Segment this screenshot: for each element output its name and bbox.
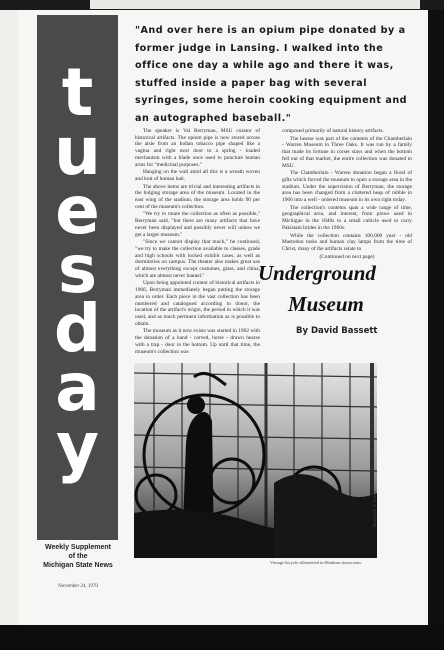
byline: By David Bassett <box>296 326 378 336</box>
right-dark-edge <box>428 10 444 625</box>
torn-paper-edge <box>90 0 420 9</box>
masthead-letter-d: d <box>53 290 102 367</box>
masthead-vertical-bar <box>37 15 118 540</box>
photo-caption: Vintage bicycle silhouetted in Madison showroom. <box>270 560 362 565</box>
paragraph: The collection's contents span a wide range of time, geographical area, and interest, from plows used in Michigan in the 1840s to a small cubicle used to carry Pakistani brides in the 1960s. <box>282 204 412 231</box>
bicycle-photo-illustration <box>134 363 377 558</box>
article-photo <box>134 363 377 558</box>
title-line-1: Underground <box>258 261 376 285</box>
paragraph: The museum as it now exists was started in 1902 with the donation of a hand - carved, horse - drawn hearse with a trap - door in the bottom. Up until that time, the museum's collection was <box>135 328 260 355</box>
article-title <box>258 258 428 320</box>
masthead-letter-y: y <box>55 408 100 485</box>
article-column-1 <box>135 128 260 356</box>
article-column-2 <box>282 128 412 261</box>
masthead-letter-s: s <box>57 231 98 308</box>
paragraph: Upon being appointed curator of historical artifacts in 1966, Berryman immediately began putting the storage area in order. Each piece in the vast collection has been numbered and catalogued according to donor, the location of the artifact's origin, the period in which it was used, and as much pertinent information as is possible to obtain. <box>135 280 260 327</box>
paragraph: The Chamberlain - Warren donation began a flood of gifts which forced the museum to open a storage area in the stadium. Under the supervision of Berryman, the storage area has been changed from a cluttered heap of rubble in 1966 into a well - ordered museum in its own right today. <box>282 170 412 204</box>
masthead-letter-u: u <box>54 113 101 190</box>
supplement-line1: Weekly Supplement <box>44 544 111 551</box>
masthead-letter-e: e <box>55 172 100 249</box>
masthead-title <box>37 54 118 485</box>
title-line-2: Museum <box>288 292 364 316</box>
masthead-letter-t: t <box>61 54 94 131</box>
paragraph: The speaker is Val Berryman, MSU curator of historical artifacts. The opium pipe is now stored across the aisle from an Indian tobacco pipe shaped like a vagina and right next door to a spring - loaded mechanism with a blade once used to puncture human arms for "medicinal purposes." <box>135 128 260 168</box>
paragraph: composed primarily of natural history artifacts. <box>282 128 384 134</box>
paragraph: "We try to rotate the collection as often as possible," Berryman said, "but there are many artifacts that have never been displayed and possibly never will unless we get a larger museum." <box>135 211 260 238</box>
paragraph: The hearse was part of the contents of the Chamberlain - Warren Museum in Three Oaks. It was run by a family that made its fortune in corset stays and when the bottom fell out of that market, the entire collection was donated to MSU. <box>282 135 412 169</box>
pull-quote: "And over here is an opium pipe donated by a former judge in Lansing. I walked into the office one day a while ago and there it was, stuffed inside a paper bag with several syringes, some heroin cooking equipment and an autographed baseball." <box>135 25 408 124</box>
top-edge-strip <box>0 0 444 10</box>
paragraph: The above items are trivial and interesting artifacts in the bulging storage area of the museum. Located in the east wing of the stadium, the storage area holds 90 per cent of the museum's collection. <box>135 183 260 210</box>
supplement-line2: of the <box>68 553 88 560</box>
photo-credit: Photo by D. B. Bidson <box>372 490 377 527</box>
continued-note: (Continued on next page) <box>319 253 375 260</box>
masthead-letter-a: a <box>55 349 100 426</box>
supplement-line3: Michigan State News <box>43 562 113 569</box>
issue-date: November 24, 1970 <box>58 584 98 589</box>
left-margin <box>0 10 18 625</box>
supplement-label <box>40 543 116 570</box>
paragraph: Hanging on the wall amid all this is a wreath woven and knit of human hair. <box>135 169 260 182</box>
paragraph: While the collection contains 100,000 year - old Mastodon tusks and human clay lamps from the time of Christ, many of the artifacts relate to <box>282 232 412 252</box>
paragraph: "Since we cannot display that much," he continued, "we try to make the collection available to classes, grade and high schools with locked exhibit cases, as well as dormitories on campus. The theater also makes great use of almost everything except costumes, glass, and china, which are almost never loaned." <box>135 239 260 279</box>
